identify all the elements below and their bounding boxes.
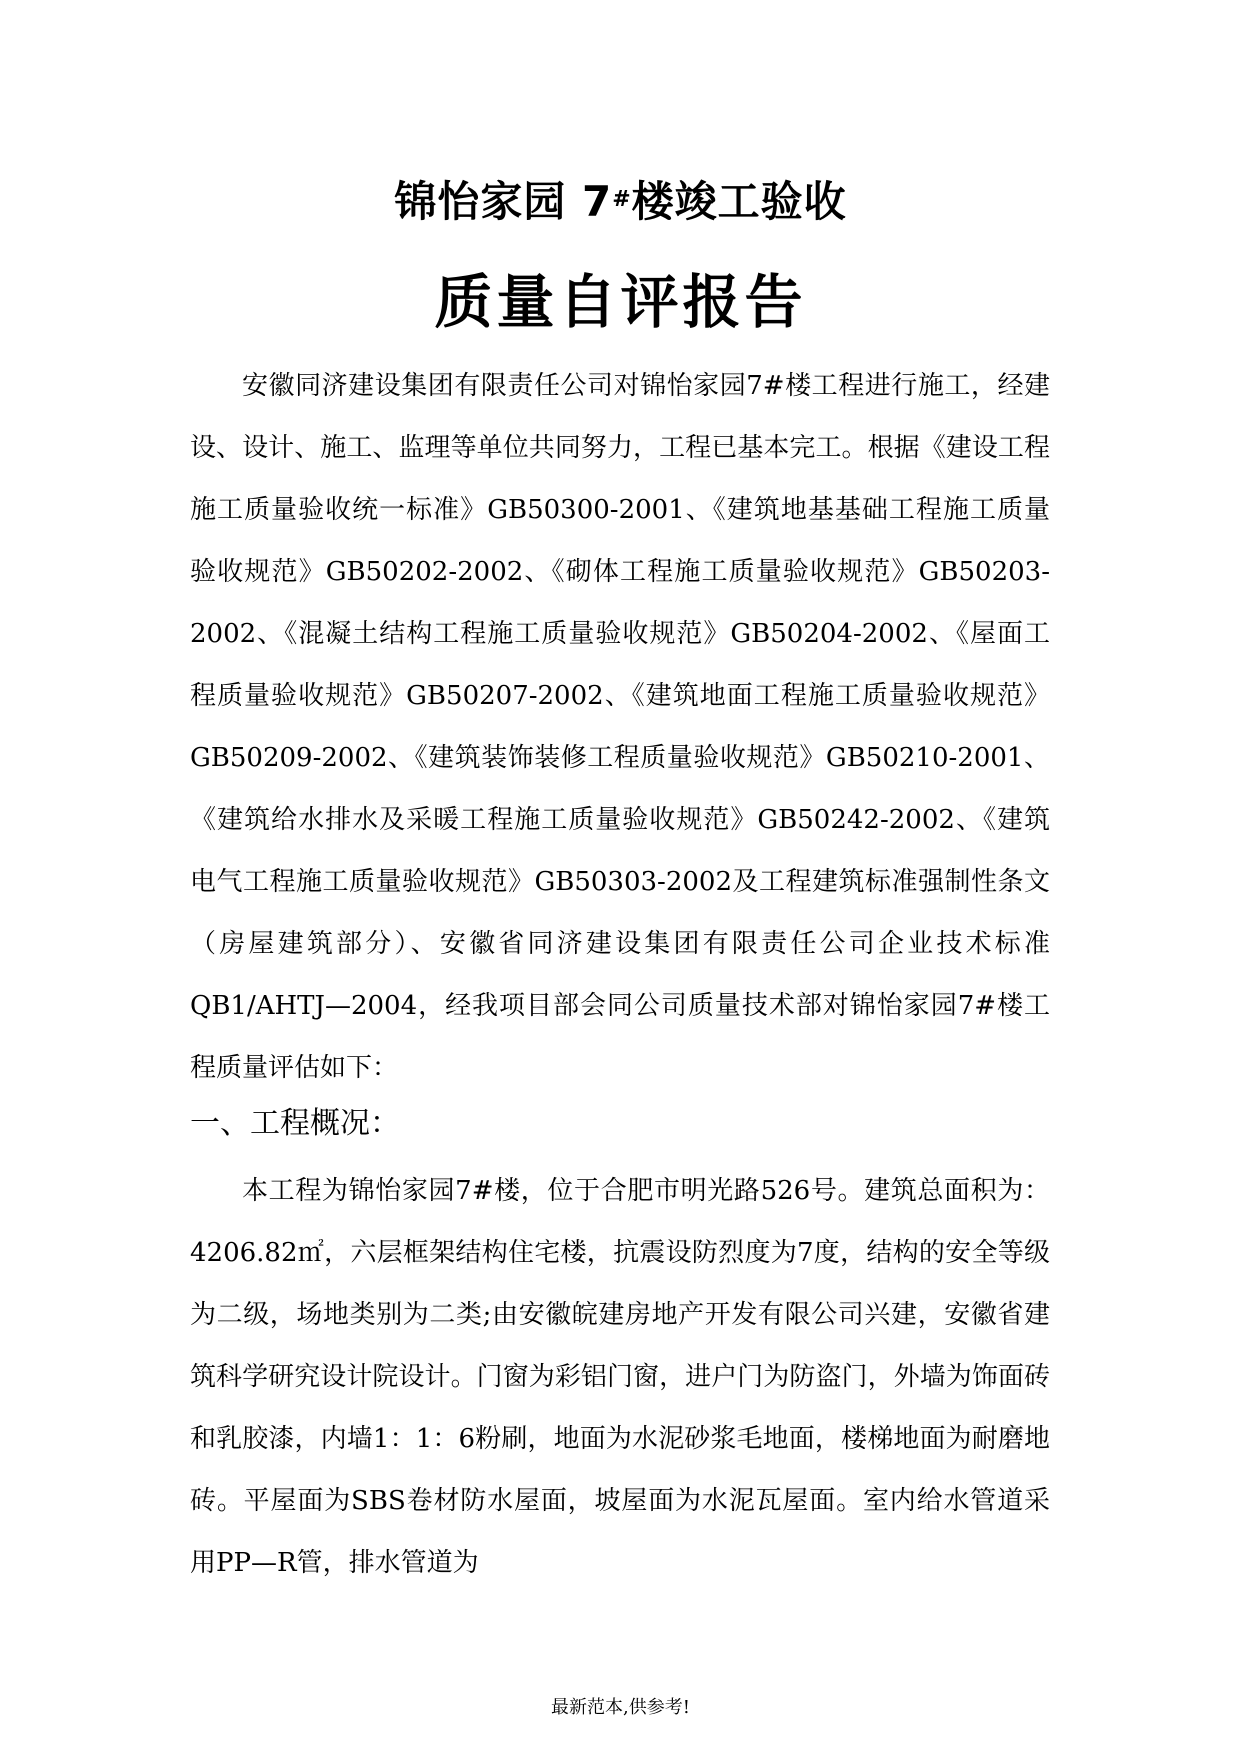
title-line-1-text: 锦怡家园 7 bbox=[394, 177, 613, 226]
overview-paragraph: 本工程为锦怡家园7#楼，位于合肥市明光路526号。建筑总面积为：4206.82㎡，六层框架结构住宅楼，抗震设防烈度为7度，结构的安全等级为二级，场地类别为二类;由安徽皖建房地产开发有限公司兴建，安徽省建筑科学研究设计院设计。门窗为彩铝门窗，进户门为防盗门，外墙为饰面砖和乳胶漆，内墙1：1：6粉刷，地面为水泥砂浆毛地面，楼梯地面为耐磨地砖。平屋面为SBS卷材防水屋面，坡屋面为水泥瓦屋面。室内给水管道采用PP—R管，排水管道为 bbox=[190, 1176, 1050, 1578]
title-line-1-superscript: # bbox=[612, 187, 632, 212]
title-line-1-tail: 楼竣工验收 bbox=[631, 177, 847, 226]
overview-paragraph-block bbox=[190, 1160, 1050, 1594]
intro-paragraph-block bbox=[190, 355, 1050, 1099]
document-title-line-1 bbox=[0, 172, 1241, 232]
intro-paragraph: 安徽同济建设集团有限责任公司对锦怡家园7#楼工程进行施工，经建设、设计、施工、监理等单位共同努力，工程已基本完工。根据《建设工程施工质量验收统一标准》GB50300-2001、《建筑地基基础工程施工质量验收规范》GB50202-2002、《砌体工程施工质量验收规范》GB50203-2002、《混凝土结构工程施工质量验收规范》GB50204-2002、《屋面工程质量验收规范》GB50207-2002、《建筑地面工程施工质量验收规范》GB50209-2002、《建筑装饰装修工程质量验收规范》GB50210-2001、《建筑给水排水及采暖工程施工质量验收规范》GB50242-2002、《建筑电气工程施工质量验收规范》GB50303-2002及工程建筑标准强制性条文（房屋建筑部分）、安徽省同济建设集团有限责任公司企业技术标准QB1/AHTJ—2004，经我项目部会同公司质量技术部对锦怡家园7#楼工程质量评估如下： bbox=[190, 371, 1050, 1083]
page-footer: 最新范本,供参考! bbox=[551, 1697, 690, 1718]
section-heading-overview: 一、工程概况： bbox=[190, 1106, 400, 1141]
document-title-line-2: 质量自评报告 bbox=[434, 268, 807, 336]
